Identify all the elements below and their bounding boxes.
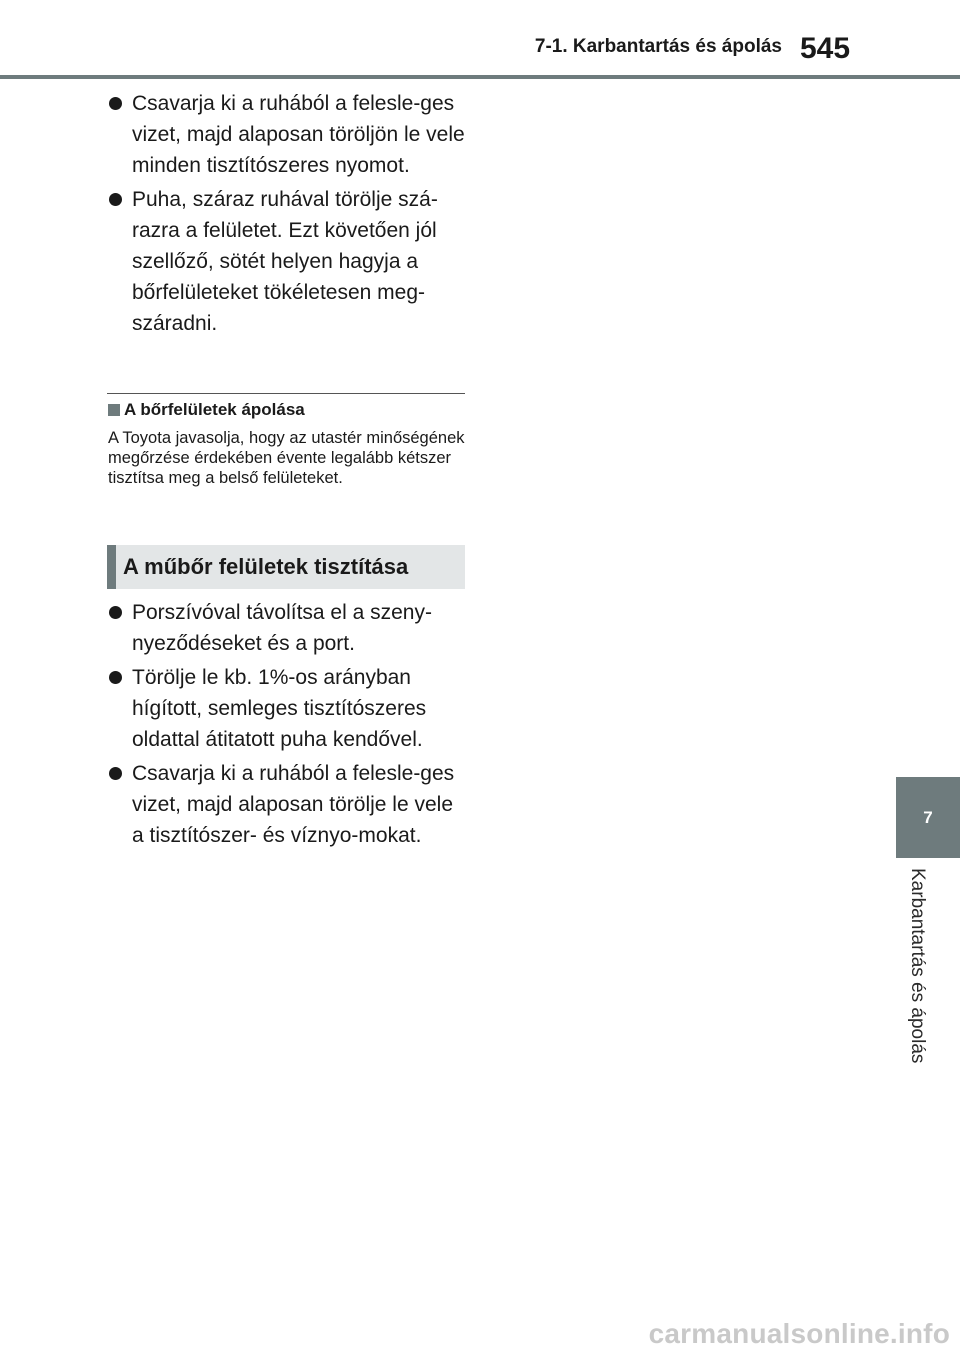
bullet-icon [109,767,122,780]
list-item-text: Csavarja ki a ruhából a felesle-ges vizet, majd alaposan törölje le vele a tisztítószer- és víznyo-mokat. [132,762,455,847]
list-item [107,88,467,181]
note-heading [108,399,468,421]
list-item-text: Csavarja ki a ruhából a felesle-ges vizet, majd alaposan töröljön le vele minden tisztítószeres nyomot. [132,92,465,177]
bullet-list-leather-care [107,88,467,342]
list-item-text: Porszívóval távolítsa el a szeny-nyeződéseket és a port. [132,601,432,655]
bullet-icon [109,193,122,206]
page-number: 545 [800,32,851,65]
list-item-text: Törölje le kb. 1%-os arányban hígított, semleges tisztítószeres oldattal átitatott puha kendővel. [132,666,427,751]
note-body: A Toyota javasolja, hogy az utastér minőségének megőrzése érdekében évente legalább kétszer tisztítsa meg a belső felületeket. [108,429,465,487]
note-heading-text: A bőrfelületek ápolása [124,400,305,419]
chapter-label: Karbantartás és ápolás [907,868,928,1064]
bullet-list-synthetic-leather [107,597,467,854]
chapter-tab [896,777,960,858]
list-item-text: Puha, száraz ruhával törölje szá-razra a felületet. Ezt követően jól szellőző, sötét helyen hagyja a bőrfelületeket tökéletesen meg-száradni. [132,188,438,335]
list-item [107,758,467,851]
square-bullet-icon [108,404,120,416]
list-item [107,662,467,755]
bullet-icon [109,606,122,619]
bullet-icon [109,671,122,684]
chapter-label-wrap [896,868,960,1090]
list-item [107,184,467,339]
section-heading [107,545,465,589]
list-item [107,597,467,659]
header-rule [0,75,960,79]
section-title: 7-1. Karbantartás és ápolás [534,36,782,57]
note-divider [107,393,465,394]
section-heading-accent [107,545,116,589]
chapter-number: 7 [923,807,933,827]
section-heading-text: A műbőr felületek tisztítása [123,554,409,579]
bullet-icon [109,97,122,110]
watermark: carmanualsonline.info [648,1318,950,1349]
